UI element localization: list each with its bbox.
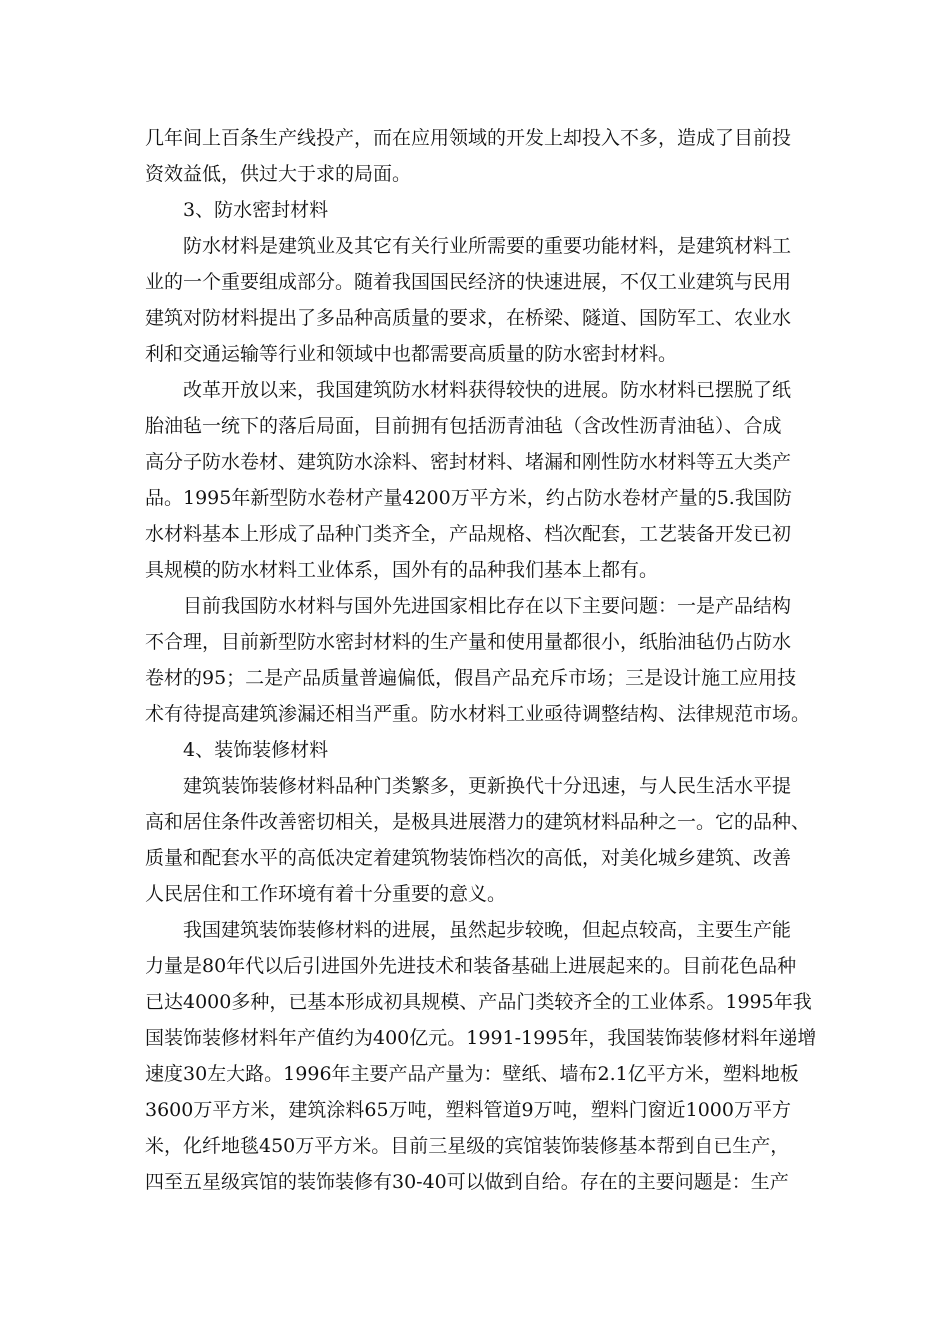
body-text-line: 品。1995年新型防水卷材产量4200万平方米，约占防水卷材产量的5.我国防 (145, 487, 792, 509)
body-text-line: 几年间上百条生产线投产，而在应用领域的开发上却投入不多，造成了目前投 (145, 127, 792, 149)
body-text-line: 高分子防水卷材、建筑防水涂料、密封材料、堵漏和刚性防水材料等五大类产 (145, 451, 792, 473)
body-text-line: 改革开放以来，我国建筑防水材料获得较快的进展。防水材料已摆脱了纸 (183, 379, 792, 401)
section-heading: 3、防水密封材料 (183, 199, 329, 221)
body-text-line: 质量和配套水平的高低决定着建筑物装饰档次的高低，对美化城乡建筑、改善 (145, 847, 792, 869)
body-text-line: 国装饰装修材料年产值约为400亿元。1991-1995年，我国装饰装修材料年递增 (145, 1027, 817, 1049)
section-heading: 4、装饰装修材料 (183, 739, 329, 761)
body-text-line: 米，化纤地毯450万平方米。目前三星级的宾馆装饰装修基本帮到自已生产， (145, 1135, 790, 1157)
body-text-line: 胎油毡一统下的落后局面，目前拥有包括沥青油毡（含改性沥青油毡）、合成 (145, 415, 782, 437)
body-text-line: 业的一个重要组成部分。随着我国国民经济的快速进展，不仅工业建筑与民用 (145, 271, 792, 293)
body-text-line: 高和居住条件改善密切相关，是极具进展潜力的建筑材料品种之一。它的品种、 (145, 811, 811, 833)
body-text-line: 建筑装饰装修材料品种门类繁多，更新换代十分迅速，与人民生活水平提 (183, 775, 792, 797)
body-text-line: 力量是80年代以后引进国外先进技术和装备基础上进展起来的。目前花色品种 (145, 955, 797, 977)
body-text-line: 资效益低，供过大于求的局面。 (145, 163, 412, 185)
body-text-line: 利和交通运输等行业和领域中也都需要高质量的防水密封材料。 (145, 343, 678, 365)
body-text-line: 卷材的95；二是产品质量普遍偏低，假昌产品充斥市场；三是设计施工应用技 (145, 667, 797, 689)
body-text-line: 我国建筑装饰装修材料的进展，虽然起步较晚，但起点较高，主要生产能 (183, 919, 792, 941)
body-text-line: 防水材料是建筑业及其它有关行业所需要的重要功能材料，是建筑材料工 (183, 235, 792, 257)
body-text-line: 具规模的防水材料工业体系，国外有的品种我们基本上都有。 (145, 559, 659, 581)
body-text-line: 3600万平方米，建筑涂料65万吨，塑料管道9万吨，塑料门窗近1000万平方 (145, 1099, 791, 1121)
body-text-line: 人民居住和工作环境有着十分重要的意义。 (145, 883, 507, 905)
body-text-line: 目前我国防水材料与国外先进国家相比存在以下主要问题：一是产品结构 (183, 595, 792, 617)
body-text-line: 四至五星级宾馆的装饰装修有30-40可以做到自给。存在的主要问题是：生产 (145, 1171, 789, 1193)
body-text-line: 已达4000多种，已基本形成初具规模、产品门类较齐全的工业体系。1995年我 (145, 991, 812, 1013)
body-text-line: 水材料基本上形成了品种门类齐全，产品规格、档次配套，工艺装备开发已初 (145, 523, 792, 545)
body-text-line: 术有待提高建筑渗漏还相当严重。防水材料工业亟待调整结构、法律规范市场。 (145, 703, 811, 725)
body-text-line: 速度30左大路。1996年主要产品产量为：壁纸、墙布2.1亿平方米，塑料地板 (145, 1063, 799, 1085)
body-text-line: 不合理，目前新型防水密封材料的生产量和使用量都很小，纸胎油毡仍占防水 (145, 631, 792, 653)
body-text-line: 建筑对防材料提出了多品种高质量的要求，在桥梁、隧道、国防军工、农业水 (145, 307, 792, 329)
